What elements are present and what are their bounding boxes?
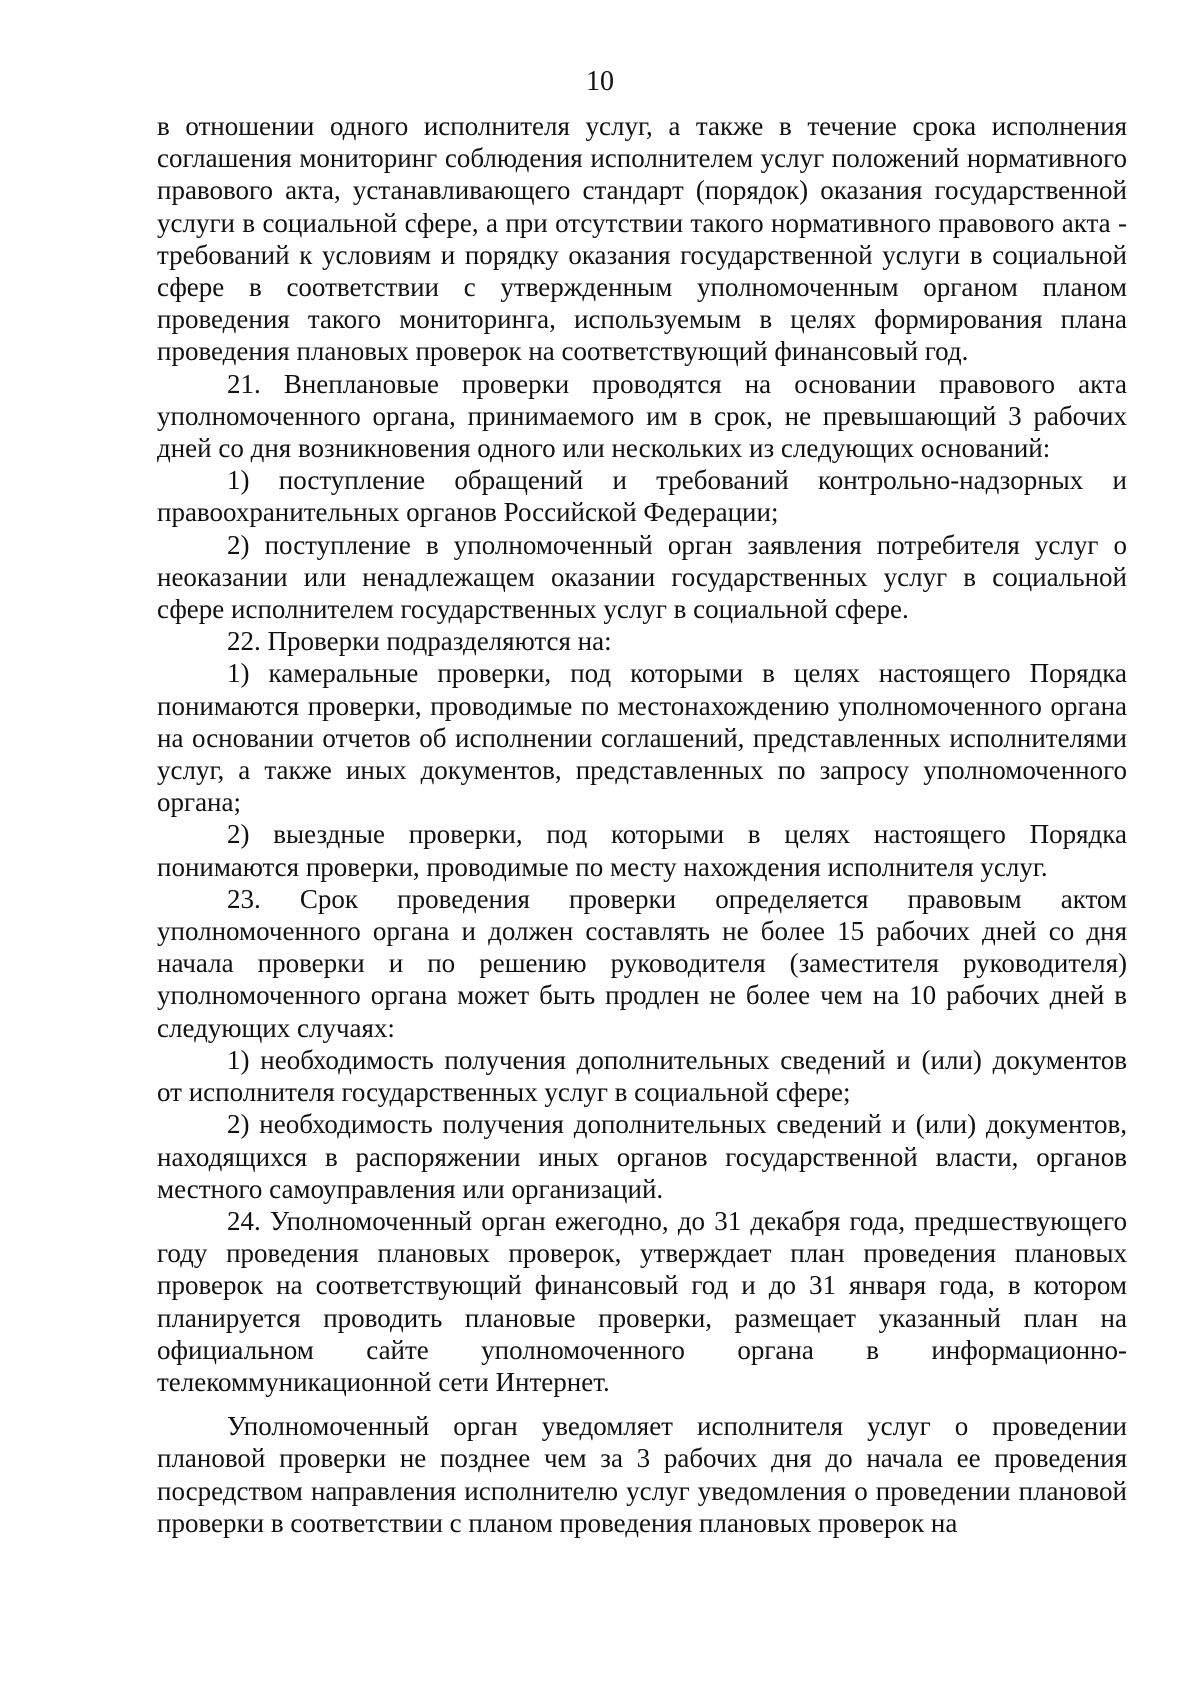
paragraph-21: 21. Внеплановые проверки проводятся на основании правового акта уполномоченного органа, принимаемого им в срок, не превышающий 3 рабочих дней со дня возникновения одного или нескольких из следующих оснований:	[157, 368, 1127, 464]
paragraph-22: 22. Проверки подразделяются на:	[227, 626, 612, 657]
paragraph-22-item-2: 2) выездные проверки, под которыми в целях настоящего Порядка понимаются проверки, проводимые по месту нахождения исполнителя услуг.	[157, 819, 1127, 882]
paragraph-23: 23. Срок проведения проверки определяется правовым актом уполномоченного органа и должен составлять не более 15 рабочих дней со дня начала проверки и по решению руководителя (заместителя руководителя) уполномоченного органа может быть продлен не более чем на 10 рабочих дней в следующих случаях:	[157, 883, 1127, 1043]
paragraph-24: 24. Уполномоченный орган ежегодно, до 31 декабря года, предшествующего году проведения плановых проверок, утверждает план проведения плановых проверок на соответствующий финансовый год и до 31 января года, в котором планируется проводить плановые проверки, размещает указанный план на официальном сайте уполномоченного органа в информационно-телекоммуникационной сети Интернет.	[157, 1205, 1127, 1397]
paragraph-21-item-1: 1) поступление обращений и требований контрольно-надзорных и правоохранительных органов Российской Федерации;	[157, 465, 1127, 528]
document-body	[157, 110, 1127, 1539]
paragraph-24-notice: Уполномоченный орган уведомляет исполнителя услуг о проведении плановой проверки не позднее чем за 3 рабочих дня до начала ее проведения посредством направления исполнителю услуг уведомления о проведении плановой проверки в соответствии с планом проведения плановых проверок на	[157, 1411, 1127, 1538]
paragraph-continuation: в отношении одного исполнителя услуг, а также в течение срока исполнения соглашения мониторинг соблюдения исполнителем услуг положений нормативного правового акта, устанавливающего стандарт (порядок) оказания государственной услуги в социальной сфере, а при отсутствии такого нормативного правового акта - требований к условиям и порядку оказания государственной услуги в социальной сфере в соответствии с утвержденным уполномоченным органом планом проведения такого мониторинга, используемым в целях формирования плана проведения плановых проверок на соответствующий финансовый год.	[157, 111, 1127, 367]
page-number: 10	[586, 66, 614, 97]
paragraph-22-item-1: 1) камеральные проверки, под которыми в целях настоящего Порядка понимаются проверки, проводимые по местонахождению уполномоченного органа на основании отчетов об исполнении соглашений, представленных исполнителями услуг, а также иных документов, представленных по запросу уполномоченного органа;	[157, 658, 1127, 818]
paragraph-23-item-1: 1) необходимость получения дополнительных сведений и (или) документов от исполнителя государственных услуг в социальной сфере;	[157, 1044, 1127, 1108]
paragraph-21-item-2: 2) поступление в уполномоченный орган заявления потребителя услуг о неоказании или ненадлежащем оказании государственных услуг в социальной сфере исполнителем государственных услуг в социальной сфере.	[157, 529, 1127, 625]
paragraph-23-item-2: 2) необходимость получения дополнительных сведений и (или) документов, находящихся в распоряжении иных органов государственной власти, органов местного самоуправления или организаций.	[157, 1109, 1127, 1204]
